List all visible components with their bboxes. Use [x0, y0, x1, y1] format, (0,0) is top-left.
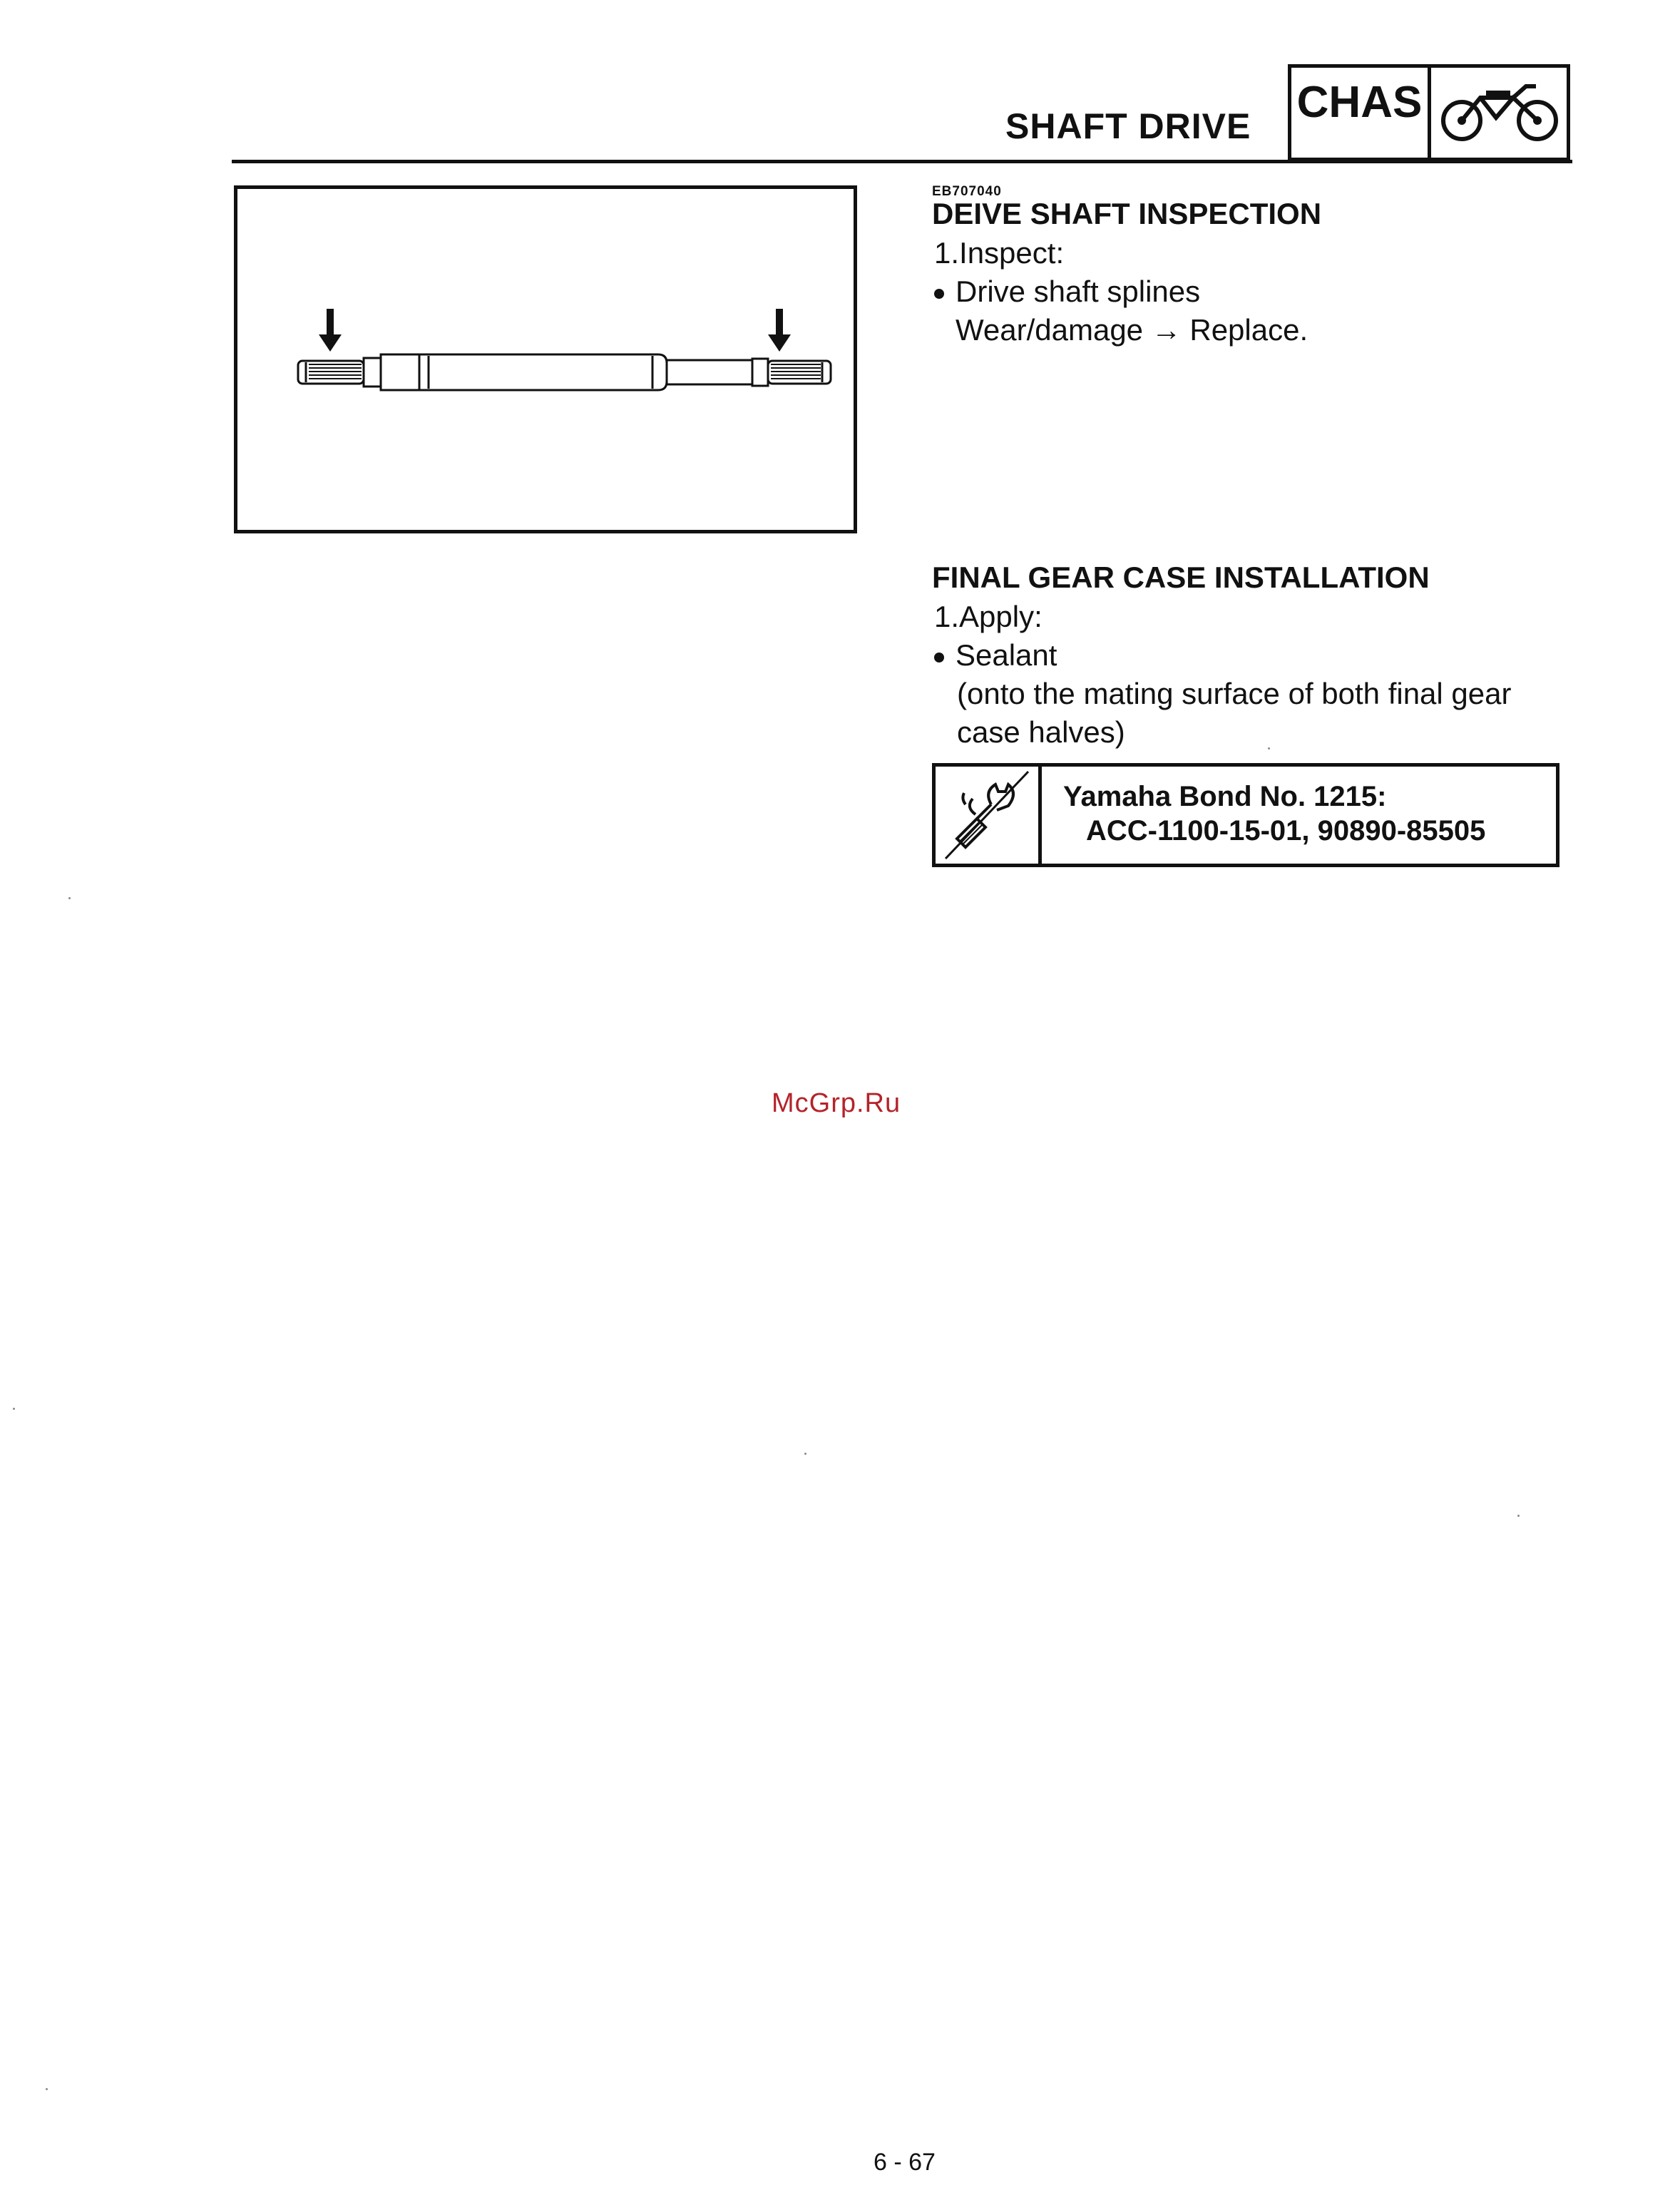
inspection-bullet-text: Drive shaft splines [956, 275, 1201, 308]
section-title: SHAFT DRIVE [1005, 106, 1251, 146]
motorcycle-icon [1431, 68, 1567, 158]
page-number: 6 - 67 [874, 2149, 936, 2176]
inspection-bullet [934, 272, 1200, 311]
installation-detail-line1: (onto the mating surface of both final gear [957, 677, 1512, 710]
bullet-icon [934, 653, 944, 663]
chapter-badge [1288, 64, 1570, 161]
installation-bullet [934, 636, 1057, 675]
installation-step: 1.Apply: [934, 600, 1043, 633]
inspection-step: 1.Inspect: [934, 236, 1065, 270]
arrow-right-icon [768, 309, 791, 352]
installation-bullet-text: Sealant [956, 638, 1057, 672]
scan-speck [1268, 747, 1270, 750]
bullet-icon [934, 289, 944, 299]
sealant-tool-icon [936, 767, 1042, 864]
installation-heading: FINAL GEAR CASE INSTALLATION [932, 561, 1430, 594]
spec-text [1042, 767, 1556, 864]
scan-speck [46, 2088, 48, 2090]
scan-speck [1517, 1515, 1520, 1517]
installation-detail-line2: case halves) [957, 715, 1125, 749]
figure-frame [234, 185, 857, 533]
watermark: McGrp.Ru [772, 1088, 901, 1118]
scan-speck [804, 1453, 806, 1455]
inspection-heading: DEIVE SHAFT INSPECTION [932, 197, 1322, 230]
spec-line1: Yamaha Bond No. 1215: [1063, 781, 1387, 812]
sealant-spec-box [932, 763, 1559, 867]
scan-speck [68, 897, 71, 899]
badge-label: CHAS [1291, 68, 1431, 158]
inspection-detail: Wear/damage → Replace. [956, 313, 1308, 347]
spec-line2: ACC-1100-15-01, 90890-85505 [1086, 815, 1486, 846]
arrow-left-icon [319, 309, 342, 352]
reference-code: EB707040 [932, 184, 1002, 199]
scan-speck [13, 1408, 15, 1410]
drive-shaft-illustration [237, 189, 854, 530]
